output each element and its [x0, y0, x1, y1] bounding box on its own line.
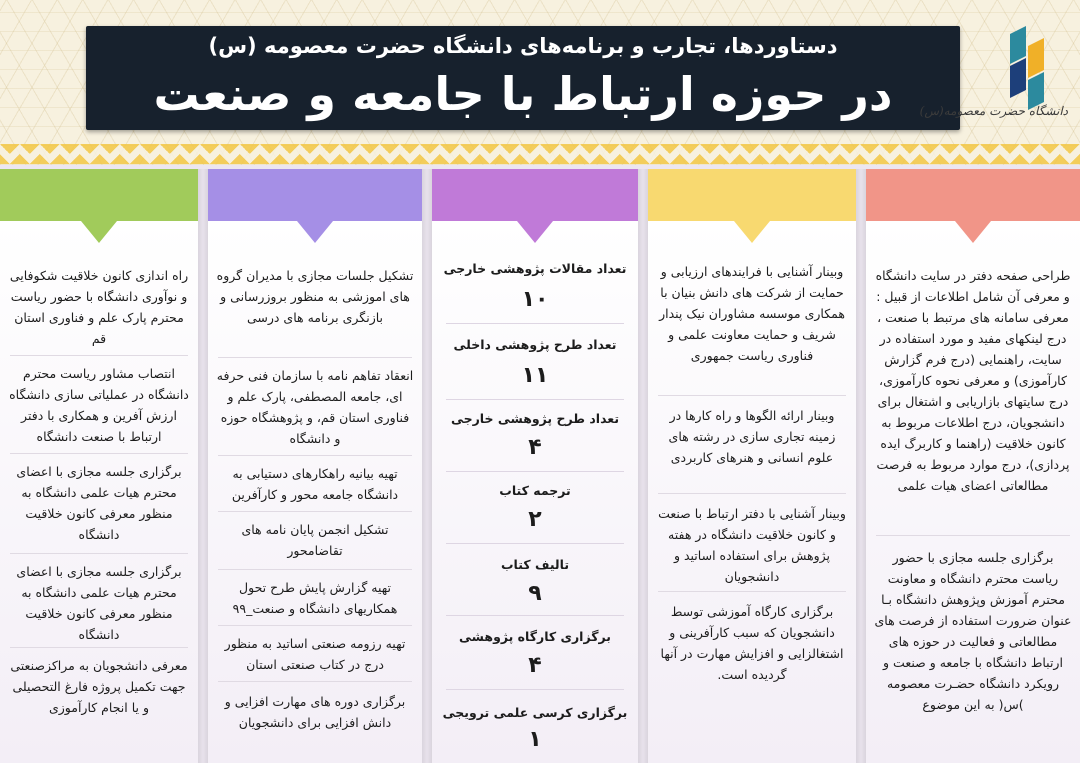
column-purple-arrow-icon	[297, 221, 333, 243]
divider	[10, 453, 188, 454]
column-pink-header	[866, 169, 1080, 221]
decorative-border	[0, 144, 1080, 164]
column-green-arrow-icon	[81, 221, 117, 243]
list-item: انعقاد تفاهم نامه با سازمان فنی حرفه ای، جامعه المصطفی، پارک علم و فناوری استان قم، و پژوهشگاه حوزه و دانشگاه	[216, 368, 414, 446]
column-yellow-header	[648, 169, 856, 221]
list-item: وبینار ارائه الگوها و راه کارها در زمینه تجاری سازی در رشته های علوم انسانی و هنرهای کاربردی	[668, 408, 836, 465]
divider	[446, 471, 624, 472]
divider	[10, 647, 188, 648]
list-item: تهیه رزومه صنعتی اساتید به منظور درج در کتاب صنعتی استان	[224, 636, 406, 672]
list-item: تهیه گزارش پایش طرح تحول همکاریهای دانشگاه و صنعت_۹۹	[232, 580, 398, 616]
column-separator	[856, 169, 866, 763]
divider	[10, 553, 188, 554]
column-pink-arrow-icon	[955, 221, 991, 243]
divider	[446, 543, 624, 544]
column-stats-header	[432, 169, 638, 221]
column-stats-arrow-icon	[517, 221, 553, 243]
stat-value: ۱۰	[521, 287, 549, 312]
stat-value: ۱۱	[521, 363, 549, 388]
list-item: وبینار آشنایی با دفتر ارتباط با صنعت و کانون خلاقیت دانشگاه در هفته پژوهش برای استفاده اساتید و دانشجویان	[658, 506, 846, 584]
divider	[218, 455, 412, 456]
list-item: تهیه بیانیه راهکارهای دستیابی به دانشگاه جامعه محور و کارآفرین	[231, 466, 399, 502]
stat-value: ۹	[528, 581, 542, 606]
list-item: تشکیل جلسات مجازی با مدیران گروه های اموزشی به منظور بروزرسانی و بازنگری برنامه های درسی	[216, 268, 414, 325]
logo-text: دانشگاه حضرت معصومه(س)	[919, 104, 1068, 118]
divider	[218, 625, 412, 626]
list-item: انتصاب مشاور ریاست محترم دانشگاه در عملیاتی سازی دانشگاه ارزش آفرین و همکاری با دفتر ارتباط با صنعت دانشگاه	[9, 366, 189, 444]
column-yellow-arrow-icon	[734, 221, 770, 243]
stat-label: تعداد طرح پژوهشی خارجی	[450, 411, 620, 426]
divider	[10, 355, 188, 356]
divider	[446, 615, 624, 616]
list-item: برگزاری جلسه مجازی با اعضای محترم هیات علمی دانشگاه به منظور معرفی کانون خلاقیت دانشگاه	[16, 564, 182, 642]
list-item: وبینار آشنایی با فرایندهای ارزیابی و حمایت از شرکت های دانش بنیان با همکاری موسسه مشاوران نیک پندار شریف و حمایت معاونت علمی و فناوری ریاست جمهوری	[659, 264, 845, 363]
column-stats	[432, 169, 638, 763]
stat-value: ۱	[528, 727, 542, 752]
divider	[218, 569, 412, 570]
column-green	[0, 169, 198, 763]
column-green-header	[0, 169, 198, 221]
column-separator	[422, 169, 432, 763]
column-pink	[866, 169, 1080, 763]
stat-label: تعداد طرح پژوهشی داخلی	[453, 337, 617, 352]
stat-value: ۲	[528, 507, 542, 532]
divider	[446, 323, 624, 324]
list-item: طراحی صفحه دفتر در سایت دانشگاه و معرفی آن شامل اطلاعات از قبیل : معرفی سامانه های مرتبط با صنعت ، درج لینکهای مفید و مورد استفاده در سایت، راهنمایی (درج فرم گزارش کارآموزی) و معرفی نحوه کارآموزی، درج سایتهای بازاریابی و اشتغال برای دانشجویان، درج اطلاعات مربوط به کانون خلاقیت (راهنما و کاربرگ ایده پردازی)، درج موارد مربوط به فرصت مطالعاتی اعضای هیات علمی	[875, 268, 1071, 493]
column-purple-header	[208, 169, 422, 221]
stat-label: برگزاری کرسی علمی ترویجی	[442, 705, 628, 720]
list-item: برگزاری جلسه مجازی با اعضای محترم هیات علمی دانشگاه به منظور معرفی کانون خلاقیت دانشگاه	[16, 464, 182, 542]
title-banner	[86, 26, 960, 130]
list-item: تشکیل انجمن پایان نامه های تقاضامحور	[241, 522, 389, 558]
stat-label: ترجمه کتاب	[499, 483, 571, 498]
stat-label: تالیف کتاب	[500, 557, 570, 572]
divider	[658, 493, 846, 494]
divider	[218, 357, 412, 358]
title-line-1: دستاوردها، تجارب و برنامه‌های دانشگاه حضرت معصومه (س)	[208, 34, 838, 58]
divider	[446, 689, 624, 690]
stat-label: برگزاری کارگاه پژوهشی	[459, 629, 611, 644]
list-item: راه اندازی کانون خلاقیت شکوفایی و نوآوری دانشگاه با حضور ریاست محترم پارک علم و فناوری استان قم	[9, 268, 189, 346]
list-item: برگزاری جلسه مجازی با حضور ریاست محترم دانشگاه و معاونت محترم آموزش وپژوهش دانشگاه بـا عنوان ضرورت استفاده از فرصت های مطالعاتی و فعالیت در حوزه های ارتباط دانشگاه با جامعه و صنعت و رویکرد دانشگاه حضـرت معصومه )س( به این موضوع	[874, 550, 1072, 712]
list-item: معرفی دانشجویان به مراکزصنعتی جهت تکمیل پروژه فارغ التحصیلی و یا انجام کارآموزی	[10, 658, 188, 715]
divider	[658, 395, 846, 396]
column-yellow	[648, 169, 856, 763]
divider	[218, 681, 412, 682]
list-item: برگزاری کارگاه آموزشی توسط دانشجویان که سبب کارآفرینی و اشتغالزایی و افزایش مهارت در آنها گردیده است.	[660, 604, 844, 682]
divider	[658, 591, 846, 592]
column-purple	[208, 169, 422, 763]
column-separator	[638, 169, 648, 763]
stat-value: ۴	[528, 653, 542, 678]
title-line-2: در حوزه ارتباط با جامعه و صنعت	[153, 67, 893, 121]
divider	[876, 535, 1070, 536]
stat-value: ۴	[528, 435, 542, 460]
list-item: برگزاری دوره های مهارت افزایی و دانش افزایی برای دانشجویان	[224, 694, 406, 730]
university-logo-icon	[919, 26, 1070, 136]
divider	[218, 511, 412, 512]
divider	[446, 399, 624, 400]
column-separator	[198, 169, 208, 763]
stat-label: تعداد مقالات پژوهشی خارجی	[443, 261, 627, 276]
